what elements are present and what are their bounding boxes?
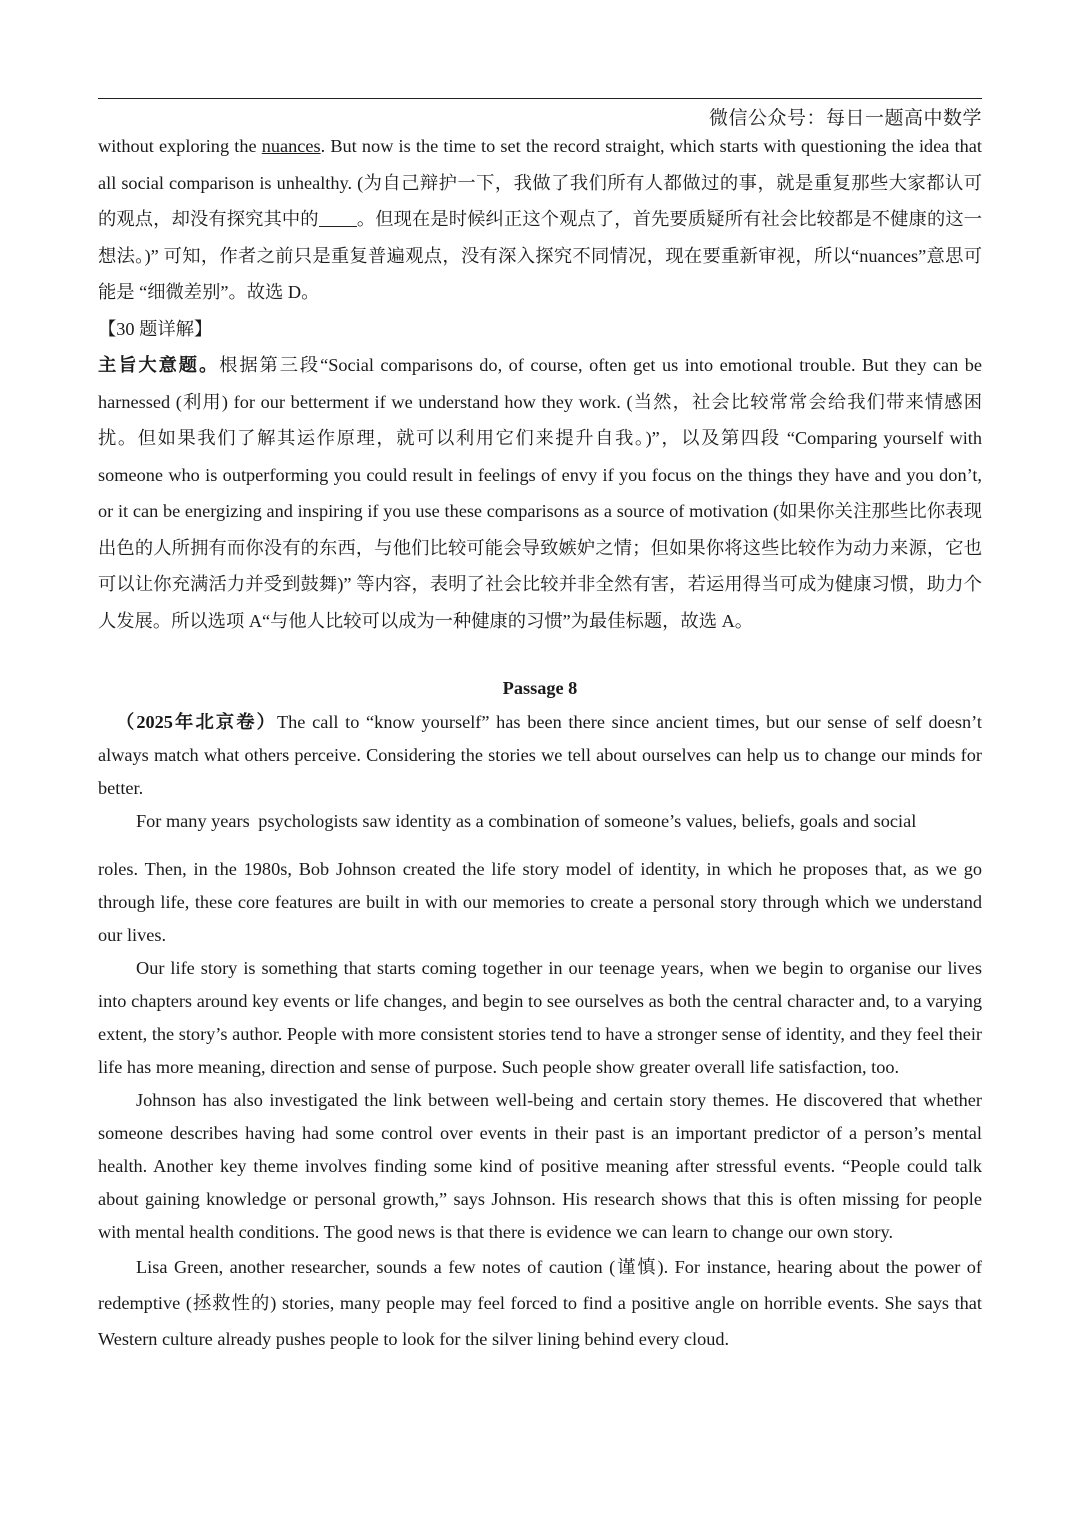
passage-source: （2025年北京卷） [116, 712, 277, 732]
q29-text-pre: without exploring the [98, 136, 262, 156]
paragraph-2-middle: psychologists saw identity as a combination of someone’s values, beliefs, goals and social [253, 811, 917, 831]
passage-8 [98, 670, 982, 1357]
q29-text-post: . But now is the time to set the record straight, which starts with questioning the idea that all social comparison is unhealthy. (为自己辩护一下，我做了我们所有人都做过的事，就是重复那些大家都认可的观点，却没有探究其中的 [98, 136, 982, 229]
explanation-block [98, 128, 982, 639]
q29-underlined-term: nuances [261, 136, 321, 156]
q29-text-conclusion: 。但现在是时候纠正这个观点了，首先要质疑所有社会比较都是不健康的这一想法。)” 可知，作者之前只是重复普遍观点，没有深入探究不同情况，现在要重新审视，所以“nuances”意思可能是 “细微差别”。故选 D。 [98, 209, 983, 302]
q30-lead: 主旨大意题。 [98, 355, 220, 375]
header-source: 微信公众号：每日一题高中数学 [708, 107, 982, 129]
passage-paragraph-2b: roles. Then, in the 1980s, Bob Johnson created the life story model of identity, in which he proposes that, as we go through life, these core features are built in with our memories to create a personal story through which we understand our lives. [98, 859, 982, 945]
q30-text: 根据第三段“Social comparisons do, of course, often get us into emotional trouble. But they can be harnessed (利用) for our betterment if we understand how they work. (当然，社会比较常常会给我们带来情感困扰。但如果我们了解其运作原理，就可以利用它们来提升自我。)”，以及第四段 “Comparing yourself with someone who is outperforming you could result in feelings of envy if you focus on the things they have and you don’t, or it can be energizing and inspiring if you use these comparisons as a source of motivation (如果你关注那些比你表现出色的人所拥有而你没有的东西，与他们比较可能会导致嫉妒之情；但如果你将这些比较作为动力来源，它也可以让你充满活力并受到鼓舞)” 等内容，表明了社会比较并非全然有害，若运用得当可成为健康习惯，助力个人发展。所以选项 A“与他人比较可以成为一种健康的习惯”为最佳标题，故选 A。 [98, 355, 982, 631]
passage-paragraph-2a [98, 805, 982, 838]
passage-paragraph-3: Our life story is something that starts coming together in our teenage years, when we begin to organise our lives into chapters around key events or life changes, and begin to see ourselves as both the central character and, to a varying extent, the story’s author. People with more consistent stories tend to have a stronger sense of identity, and they feel their life has more meaning, direction and sense of purpose. Such people show greater overall life satisfaction, too. [98, 958, 982, 1077]
paragraph-2-start: For many years [136, 811, 250, 831]
answer-blank [319, 210, 357, 227]
passage-paragraph-5: Lisa Green, another researcher, sounds a few notes of caution (谨慎). For instance, hearing about the power of redemptive (拯救性的) stories, many people may feel forced to find a positive angle on horrible events. She says that Western culture already pushes people to look for the silver lining behind every cloud. [98, 1257, 982, 1349]
q30-heading: 【30 题详解】 [98, 318, 213, 339]
q29-explanation [98, 128, 982, 311]
q30-explanation [98, 347, 982, 639]
header-divider [98, 98, 982, 99]
passage-paragraph-1 [98, 706, 982, 805]
passage-paragraph-4: Johnson has also investigated the link between well-being and certain story themes. He discovered that whether someone describes having had some control over events in their past is an important predictor of a person’s mental health. Another key theme involves finding some kind of positive meaning after stressful events. “People could talk about gaining knowledge or personal growth,” says Johnson. His research shows that this is often missing for people with mental health conditions. The good news is that there is evidence we can learn to change our own story. [98, 1090, 982, 1242]
passage-title: Passage 8 [502, 678, 578, 698]
paragraph-1-text: The call to “know yourself” has been there since ancient times, but our sense of self doesn’t always match what others perceive. Considering the stories we tell about ourselves can help us to change our minds for better. [98, 712, 982, 798]
